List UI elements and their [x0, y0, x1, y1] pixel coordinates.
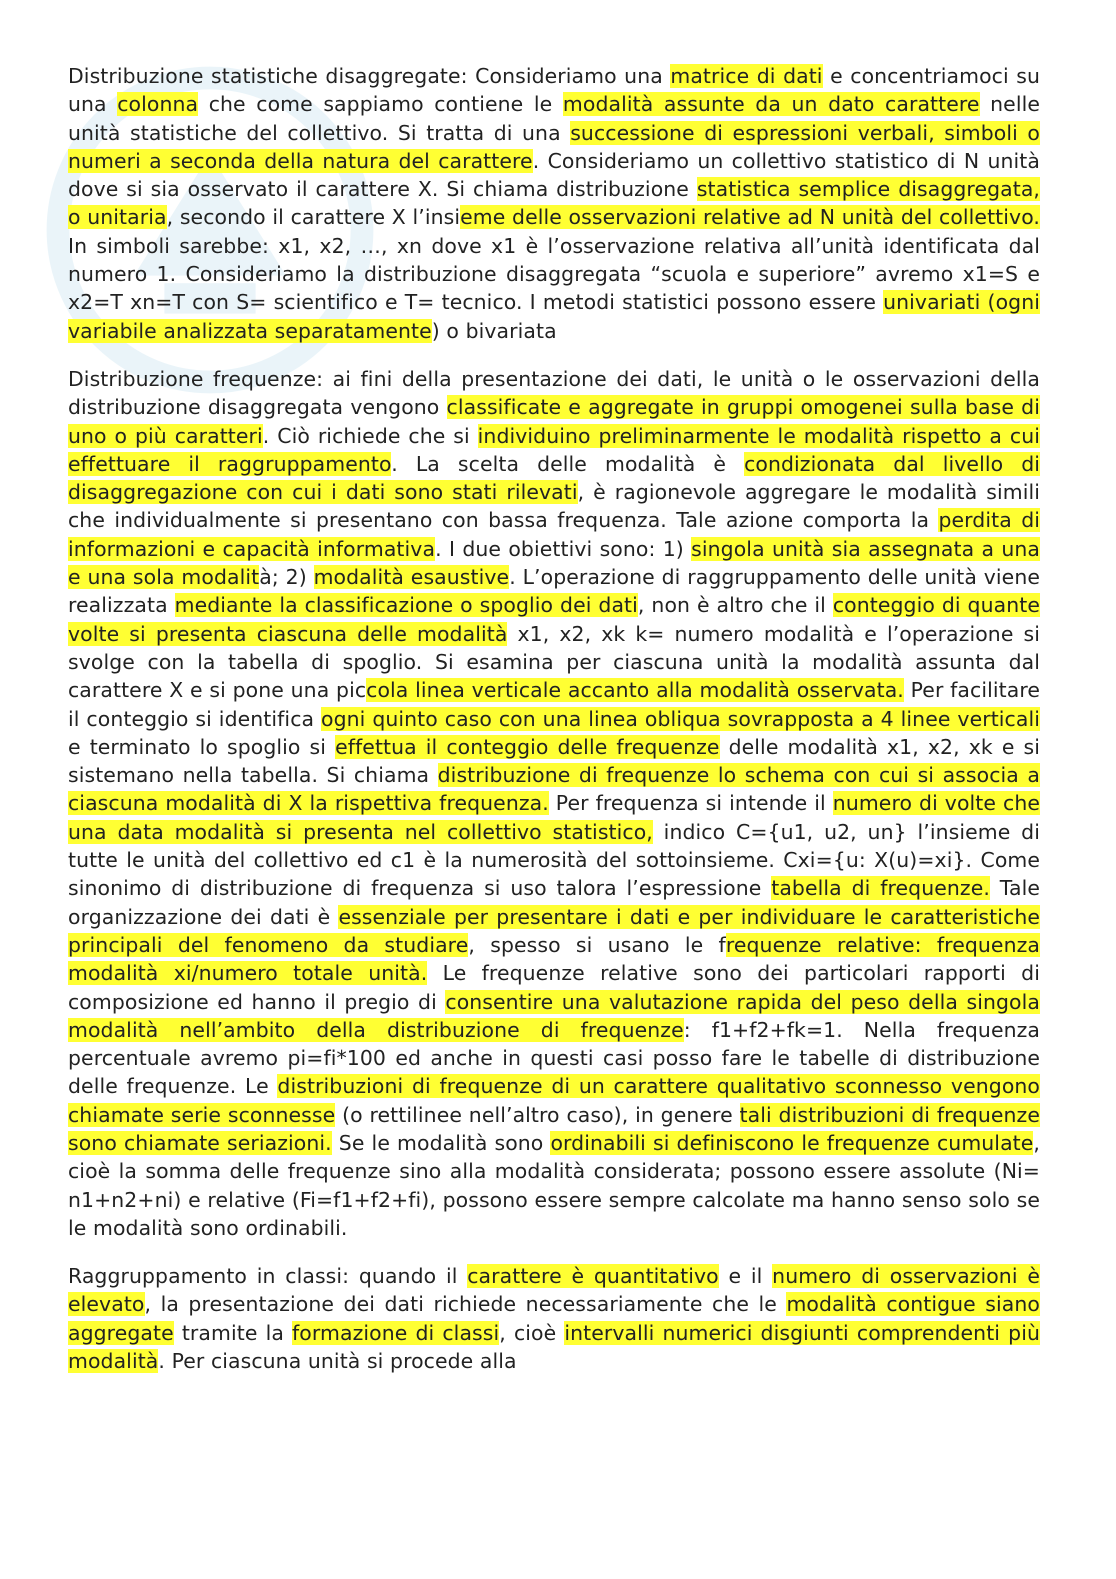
highlighted-text: consentire una valutazione rapida del peso della singola modalità nell’ambito della distribuzione di frequenze: [68, 989, 1040, 1042]
body-text: In simboli sarebbe: x1, x2, …, xn dove x1 è l’osservazione relativa all’unità identificata dal numero 1. Consideriamo la distribuzione disaggregata “scuola e superiore” avremo x1=S e x2=T xn=T con S= scientifico e T= tecnico. I metodi statistici possono essere: [68, 233, 1040, 315]
highlighted-text: individuino preliminarmente le modalità rispetto a cui effettuare il raggruppamento: [68, 423, 1040, 476]
highlighted-text: requenze relative: frequenza modalità xi/numero totale unità.: [68, 932, 1040, 986]
highlighted-text: ordinabili si definiscono le frequenze cumulate: [550, 1130, 1034, 1155]
body-text: tramite la: [173, 1320, 293, 1345]
body-text: , cioè: [499, 1320, 565, 1345]
highlighted-text: matrice di dati: [670, 64, 823, 88]
highlighted-text: modalità contigue siano aggregate: [68, 1292, 1040, 1345]
body-text: Se le modalità sono: [331, 1130, 551, 1155]
body-text: x1, x2, xk k= numero modalità e l’operazione si svolge con la tabella di spoglio. Si esamina per ciascuna unità la modalità assunta dal carattere X e si pone una pic: [68, 621, 1041, 703]
highlighted-text: singola unità sia assegnata a una e una sola modalit: [68, 536, 1041, 590]
body-text: che come sappiamo contiene le: [198, 92, 563, 117]
highlighted-text: modalità assunte da un dato carattere: [562, 92, 980, 117]
body-text: e concentriamoci su una: [68, 64, 1040, 117]
paragraph-distribuzioni-disaggregate: [68, 62, 1040, 345]
highlighted-text: eme delle osservazioni relative ad N unità del collettivo.: [460, 205, 1040, 230]
highlighted-text: perdita di informazioni e capacità informativa: [68, 508, 1041, 561]
body-text: Distribuzione frequenze: ai fini della presentazione dei dati, le unità o le osservazioni della distribuzione disaggregata vengono: [68, 366, 1040, 420]
body-text: . Consideriamo un collettivo statistico di N unità dove si sia osservato il carattere X. Si chiama distribuzione: [68, 148, 1040, 202]
body-text: , secondo il carattere X l’insi: [166, 205, 461, 230]
highlighted-text: distribuzioni di frequenze di un carattere qualitativo sconnesso vengono chiamate serie sconnesse: [68, 1074, 1040, 1127]
highlighted-text: classificate e aggregate in gruppi omogenei sulla base di uno o più caratteri: [68, 395, 1040, 448]
highlighted-text: formazione di classi: [292, 1320, 500, 1345]
paragraph-distribuzione-frequenze: [68, 365, 1040, 1242]
body-text: , spesso si usano le f: [468, 932, 726, 957]
body-text: Per frequenza si intende il: [548, 791, 833, 816]
highlighted-text: carattere è quantitativo: [467, 1264, 719, 1289]
highlighted-text: modalità esaustive: [313, 565, 510, 590]
body-text: e il: [718, 1264, 773, 1289]
body-text: nelle unità statistiche del collettivo. Si tratta di una: [68, 92, 1040, 145]
body-text: Le frequenze relative sono dei particolari rapporti di composizione ed hanno il pregio di: [68, 961, 1040, 1014]
highlighted-text: distribuzione di frequenze lo schema con cui si associa a ciascuna modalità di X la rispettiva frequenza.: [68, 763, 1040, 816]
body-text: : f1+f2+fk=1. Nella frequenza percentuale avremo pi=fi*100 ed anche in questi casi posso fare le tabelle di distribuzione delle frequenze. Le: [68, 1017, 1041, 1099]
highlighted-text: tabella di frequenze.: [771, 876, 990, 901]
highlighted-text: tali distribuzioni di frequenze sono chiamate seriazioni.: [68, 1102, 1040, 1155]
body-text: à; 2): [259, 565, 314, 590]
body-text: Per facilitare il conteggio si identifica: [68, 678, 1041, 731]
highlighted-text: conteggio di quante volte si presenta ciascuna delle modalità: [68, 593, 1040, 646]
highlighted-text: mediante la classificazione o spoglio dei dati: [174, 593, 638, 618]
body-text: , cioè la somma delle frequenze sino alla modalità considerata; possono essere assolute (Ni= n1+n2+ni) e relative (Fi=f1+f2+fi), possono essere sempre calcolate ma hanno senso solo se le modalità sono ordinabili.: [68, 1130, 1040, 1240]
body-text: . Ciò richiede che si: [262, 423, 478, 448]
body-text: , è ragionevole aggregare le modalità simili che individualmente si presentano con bassa frequenza. Tale azione comporta la: [68, 480, 1041, 533]
body-text: Distribuzione statistiche disaggregate: Consideriamo una: [68, 64, 671, 88]
highlighted-text: condizionata dal livello di disaggregazione con cui i dati sono stati rilevati: [68, 451, 1041, 505]
body-text: , non è altro che il: [637, 593, 833, 618]
highlighted-text: effettua il conteggio delle frequenze: [335, 734, 720, 759]
highlighted-text: numero di osservazioni è elevato: [68, 1264, 1040, 1317]
highlighted-text: ogni quinto caso con una linea obliqua sovrapposta a 4 linee verticali: [321, 706, 1040, 731]
highlighted-text: essenziale per presentare i dati e per individuare le caratteristiche principali del fenomeno da studiare: [68, 904, 1040, 957]
highlighted-text: colonna: [117, 92, 199, 117]
body-text: . La scelta delle modalità è: [391, 451, 745, 476]
body-text: delle modalità x1, x2, xk e si sistemano nella tabella. Si chiama: [68, 734, 1041, 788]
body-text: Raggruppamento in classi: quando il: [68, 1264, 468, 1289]
body-text: ) o bivariata: [431, 318, 557, 343]
body-text: . Per ciascuna unità si procede alla: [158, 1349, 517, 1374]
body-text: indico C={u1, u2, un} l’insieme di tutte le unità del collettivo ed c1 è la numerosità del sottoinsieme. Cxi={u: X(u)=xi}. Come sinonimo di distribuzione di frequenza si uso talora l’espressione: [68, 819, 1040, 901]
body-text: . I due obiettivi sono: 1): [435, 536, 692, 561]
body-text: Tale organizzazione dei dati è: [68, 876, 1040, 929]
highlighted-text: successione di espressioni verbali, simboli o numeri a seconda della natura del carattere: [68, 120, 1040, 173]
document-body: [68, 62, 1040, 1395]
body-text: , la presentazione dei dati richiede necessariamente che le: [144, 1292, 787, 1317]
paragraph-raggruppamento-classi: [68, 1262, 1040, 1375]
body-text: e terminato lo spoglio si: [68, 734, 336, 759]
body-text: (o rettilinee nell’altro caso), in genere: [335, 1102, 740, 1127]
highlighted-text: univariati (ogni variabile analizzata separatamente: [68, 290, 1040, 343]
highlighted-text: cola linea verticale accanto alla modalità osservata.: [366, 678, 904, 703]
highlighted-text: statistica semplice disaggregata, o unitaria: [68, 177, 1041, 230]
body-text: . L’operazione di raggruppamento delle unità viene realizzata: [68, 565, 1040, 618]
highlighted-text: numero di volte che una data modalità si presenta nel collettivo statistico,: [68, 791, 1040, 844]
highlighted-text: intervalli numerici disgiunti comprendenti più modalità: [68, 1320, 1040, 1374]
